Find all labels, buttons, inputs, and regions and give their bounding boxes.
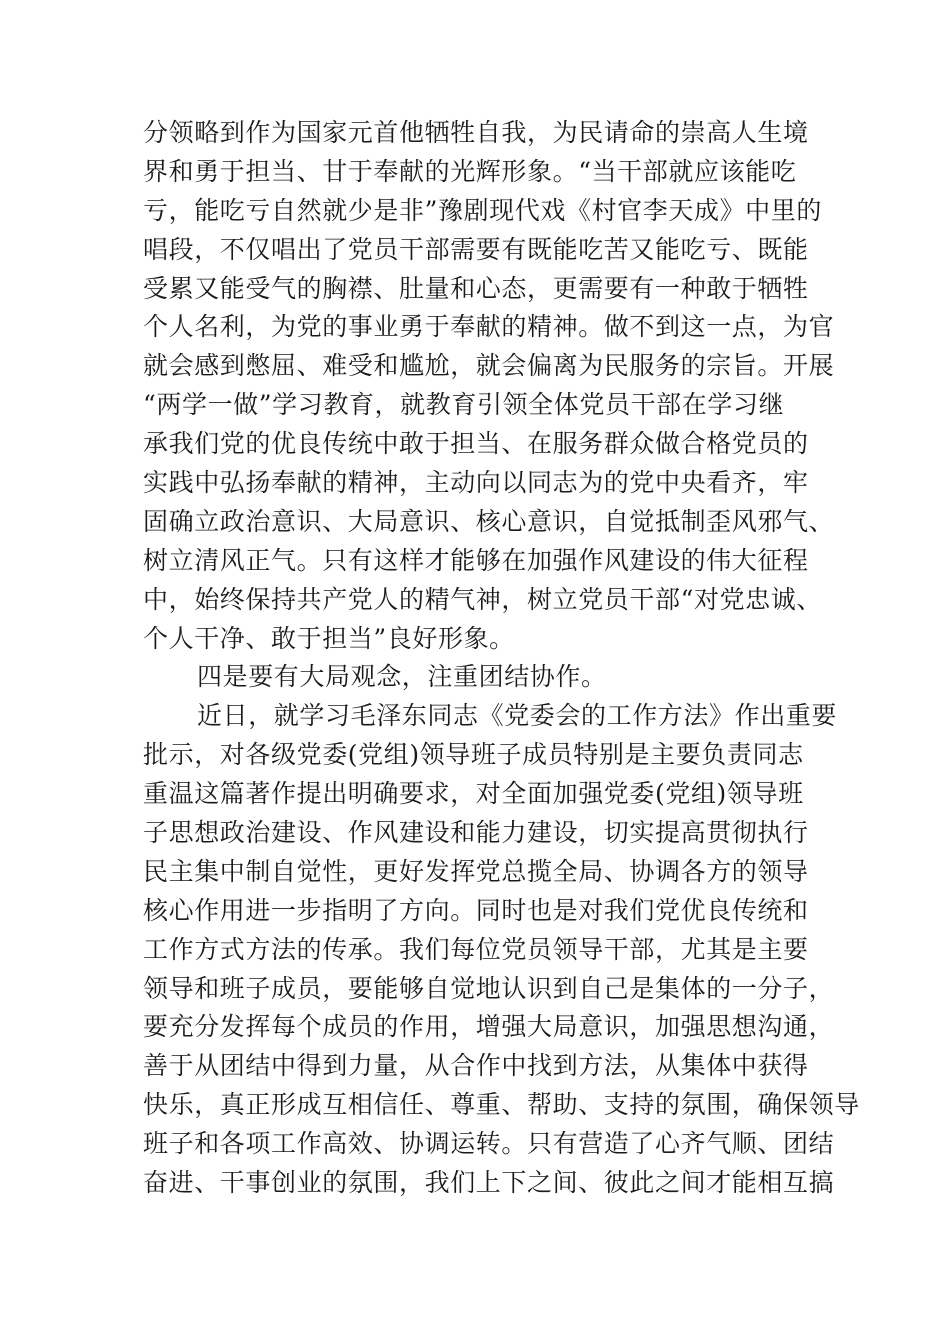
- text-line: 唱段，不仅唱出了党员干部需要有既能吃苦又能吃亏、既能: [143, 234, 809, 264]
- text-line: 分领略到作为国家元首他牺牲自我，为民请命的崇高人生境: [143, 118, 809, 147]
- text-line: 领导和班子成员，要能够自觉地认识到自己是集体的一分子，: [143, 973, 835, 1003]
- text-line: 个人名利，为党的事业勇于奉献的精神。做不到这一点，为官: [143, 312, 835, 342]
- text-line: 个人干净、敢于担当”良好形象。: [143, 623, 515, 653]
- text-line: “两学一做”学习教育，就教育引领全体党员干部在学习继: [143, 390, 785, 420]
- text-line: 界和勇于担当、甘于奉献的光辉形象。“当干部就应该能吃: [143, 156, 797, 186]
- text-line: 固确立政治意识、大局意识、核心意识，自觉抵制歪风邪气、: [143, 506, 835, 536]
- text-line: 树立清风正气。只有这样才能够在加强作风建设的伟大征程: [143, 545, 809, 575]
- text-line: 奋进、干事创业的氛围，我们上下之间、彼此之间才能相互搞: [143, 1168, 835, 1198]
- document-body-text: [143, 114, 860, 1203]
- text-line: 承我们党的优良传统中敢于担当、在服务群众做合格党员的: [143, 429, 809, 459]
- text-line: 民主集中制自觉性，更好发挥党总揽全局、协调各方的领导: [143, 856, 809, 886]
- text-line: 亏，能吃亏自然就少是非”豫剧现代戏《村官李天成》中里的: [143, 195, 822, 225]
- text-line: 要充分发挥每个成员的作用，增强大局意识，加强思想沟通，: [143, 1012, 835, 1042]
- text-line: 四是要有大局观念，注重团结协作。: [197, 662, 607, 692]
- text-line: 善于从团结中得到力量，从合作中找到方法，从集体中获得: [143, 1051, 809, 1081]
- text-line: 快乐，真正形成互相信任、尊重、帮助、支持的氛围，确保领导: [143, 1090, 860, 1120]
- text-line: 实践中弘扬奉献的精神，主动向以同志为的党中央看齐，牢: [143, 468, 809, 498]
- text-line: 重温这篇著作提出明确要求，对全面加强党委(党组)领导班: [143, 779, 804, 809]
- text-line: 就会感到憋屈、难受和尴尬，就会偏离为民服务的宗旨。开展: [143, 351, 835, 381]
- text-line: 受累又能受气的胸襟、肚量和心态，更需要有一种敢于牺牲: [143, 273, 809, 303]
- text-line: 核心作用进一步指明了方向。同时也是对我们党优良传统和: [143, 895, 809, 925]
- text-line: 近日，就学习毛泽东同志《党委会的工作方法》作出重要: [197, 701, 838, 731]
- text-line: 工作方式方法的传承。我们每位党员领导干部，尤其是主要: [143, 934, 809, 964]
- text-line: 中，始终保持共产党人的精气神，树立党员干部“对党忠诚、: [143, 584, 822, 614]
- text-line: 班子和各项工作高效、协调运转。只有营造了心齐气顺、团结: [143, 1129, 835, 1159]
- text-line: 批示，对各级党委(党组)领导班子成员特别是主要负责同志: [143, 740, 804, 770]
- text-line: 子思想政治建设、作风建设和能力建设，切实提高贯彻执行: [143, 818, 809, 848]
